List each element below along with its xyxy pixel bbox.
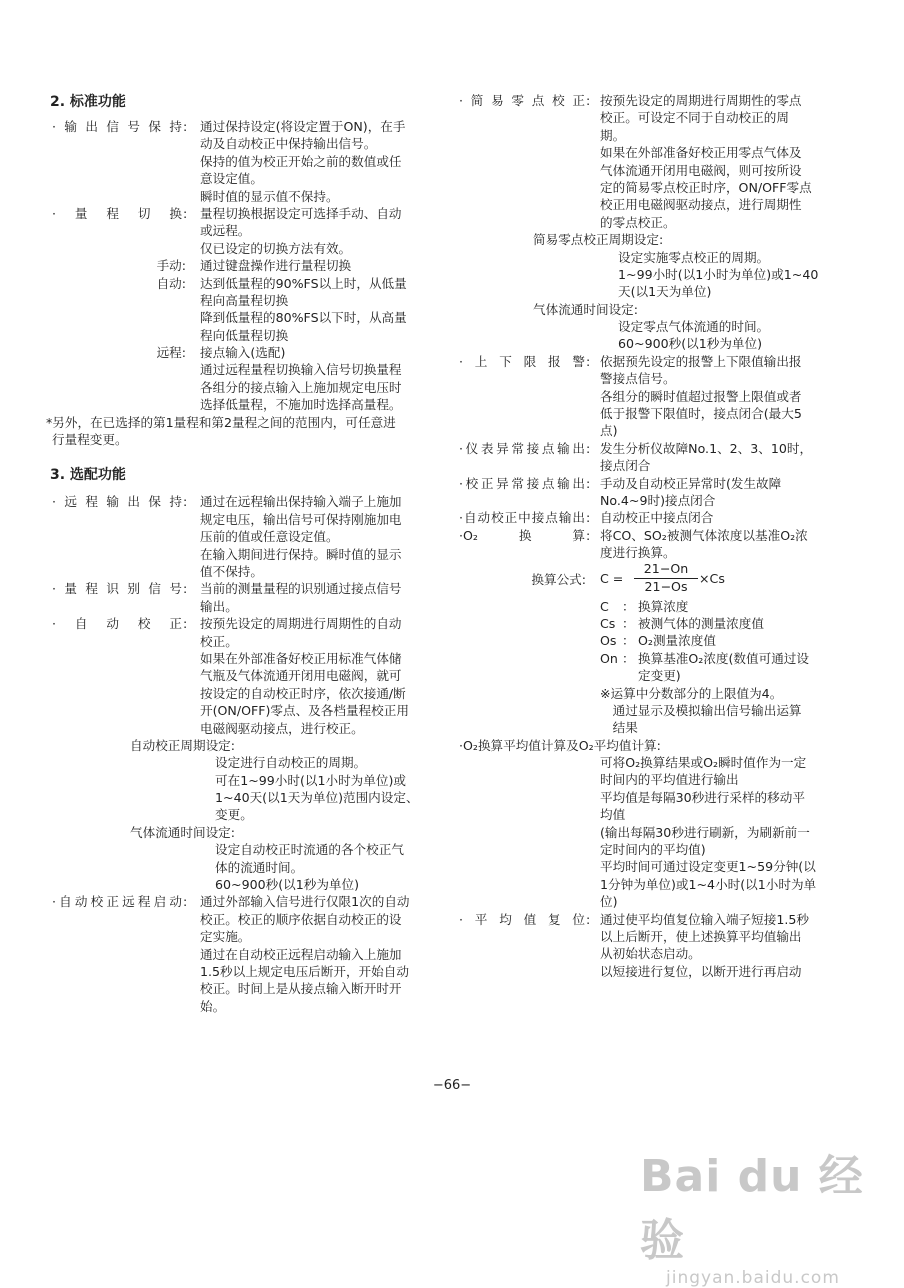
- definition-colon: ：: [622, 615, 635, 631]
- variable-symbol: [600, 667, 622, 684]
- text-line: 达到低量程的90%FS以上时，从低量: [200, 275, 407, 291]
- feature-description: [600, 754, 831, 911]
- text-line: 设定实施零点校正的周期。: [618, 249, 770, 265]
- text-line: 校正。校正的顺序依据自动校正的设: [200, 911, 402, 927]
- text-line: 定的简易零点校正时序，ON/OFF零点: [600, 179, 812, 195]
- label-colon: :: [586, 475, 591, 491]
- text-line: 通过远程量程切换输入信号切换量程: [200, 362, 402, 378]
- feature-entry: [459, 353, 831, 440]
- feature-label: ·远程输出保持: [52, 494, 182, 510]
- label-colon: :: [183, 494, 188, 510]
- variable-symbol: C: [600, 598, 609, 614]
- formula-denominator: 21−Os: [644, 578, 688, 594]
- text-line: 接点闭合: [600, 458, 651, 474]
- variable-meaning: 被测气体的测量浓度值: [638, 615, 764, 631]
- section-heading: 3. 选配功能: [50, 467, 126, 484]
- feature-entry-wide: [459, 737, 831, 911]
- text-line: 如果在外部准备好校正用零点气体及: [600, 145, 802, 161]
- feature-label: ·校正异常接点输出: [459, 475, 585, 491]
- definition-row: [600, 632, 831, 649]
- right-column: [459, 92, 831, 980]
- feature-label: ·自动校正中接点输出: [459, 510, 585, 526]
- feature-description: [200, 493, 424, 580]
- text-line: 定实施。: [200, 929, 251, 945]
- text-line: 低于报警下限值时，接点闭合(最大5: [600, 406, 802, 422]
- feature-label: ·简易零点校正: [459, 93, 585, 108]
- text-line: 选择低量程，不施加时选择高量程。: [200, 397, 402, 413]
- label-colon: :: [183, 119, 188, 134]
- text-line: 1.5秒以上规定电压后断开，开始自动: [200, 963, 409, 979]
- setting-description: [215, 754, 424, 824]
- text-line: 天(以1天为单位): [618, 284, 712, 300]
- label-colon: :: [183, 616, 188, 632]
- text-line: 1~40天(以1天为单位)范围内设定、: [215, 790, 419, 806]
- text-line: ※运算中分数部分的上限值为4。: [600, 685, 783, 701]
- text-line: 校正。时间上是从接点输入断开时开: [200, 981, 402, 997]
- page-number: −66−: [432, 1078, 472, 1093]
- setting-group: [52, 737, 424, 824]
- text-line: 各组分的接点输入上施加规定电压时: [200, 379, 402, 395]
- feature-label: ·仪表异常接点输出: [459, 440, 585, 456]
- text-line: 设定进行自动校正的周期。: [215, 755, 367, 771]
- feature-description: [200, 118, 424, 205]
- feature-label: ·自动校正: [52, 616, 182, 632]
- text-line: 从初始状态启动。: [600, 946, 701, 962]
- feature-description: [600, 911, 831, 981]
- text-line: 意设定值。: [200, 171, 263, 187]
- baidu-watermark: [640, 1140, 880, 1288]
- text-line: 接点输入(选配): [200, 345, 286, 361]
- text-line: *另外，在已选择的第1量程和第2量程之间的范围内，可任意进: [46, 414, 396, 430]
- setting-description: [618, 318, 831, 353]
- text-line: 保持的值为校正开始之前的数值或任: [200, 153, 402, 169]
- sub-description: [200, 344, 424, 414]
- text-line: 气体流通开闭用电磁阀，则可按所设: [600, 162, 802, 178]
- definition-colon: ：: [622, 650, 635, 666]
- text-line: 程向低量程切换: [200, 327, 289, 343]
- text-line: 位): [600, 894, 618, 910]
- text-line: 校正。: [200, 633, 238, 649]
- feature-label: ·O₂换算平均值计算及O₂平均值计算:: [459, 737, 661, 753]
- variable-symbol: On: [600, 650, 618, 666]
- sub-label: 自动:: [156, 275, 186, 291]
- text-line: 设定自动校正时流通的各个校正气: [215, 842, 404, 858]
- text-line: 输出。: [200, 598, 238, 614]
- feature-entry: [52, 493, 424, 580]
- footnote: [46, 414, 424, 449]
- text-line: 时间内的平均值进行输出: [600, 772, 739, 788]
- feature-description: [200, 893, 424, 1015]
- label-colon: :: [183, 894, 188, 910]
- text-line: 手动及自动校正异常时(发生故障: [600, 475, 782, 491]
- sub-description: [200, 275, 424, 345]
- text-line: 通过在自动校正远程启动输入上施加: [200, 946, 402, 962]
- feature-description: [600, 475, 831, 510]
- text-line: 60~900秒(以1秒为单位): [618, 336, 763, 352]
- text-line: 通过键盘操作进行量程切换: [200, 258, 352, 274]
- setting-label: 简易零点校正周期设定:: [533, 232, 664, 248]
- text-line: 可将O₂换算结果或O₂瞬时值作为一定: [600, 755, 807, 771]
- text-line: 程向高量程切换: [200, 292, 289, 308]
- text-line: 自动校正中接点闭合: [600, 510, 714, 526]
- formula-label: 换算公式:: [531, 571, 586, 587]
- feature-description: [600, 527, 831, 562]
- text-line: 通过外部输入信号进行仅限1次的自动: [200, 894, 410, 910]
- feature-entry: [52, 118, 424, 205]
- variable-meaning: 换算浓度: [638, 598, 689, 614]
- feature-description: [200, 580, 424, 615]
- feature-description: [600, 353, 831, 440]
- text-line: 度进行换算。: [600, 545, 676, 561]
- label-colon: :: [586, 353, 591, 369]
- formula-multiplier: ×Cs: [699, 570, 725, 586]
- setting-description: [215, 841, 424, 893]
- setting-group: [459, 231, 831, 301]
- setting-group: [459, 301, 831, 353]
- text-line: 体的流通时间。: [215, 859, 304, 875]
- remark: [600, 685, 831, 737]
- feature-entry: [459, 509, 831, 526]
- text-line: 校正。可设定不同于自动校正的周: [600, 110, 789, 126]
- text-line: 开(ON/OFF)零点、及各档量程校正用: [200, 703, 409, 719]
- text-line: 或远程。: [200, 223, 251, 239]
- sub-label: 手动:: [156, 258, 186, 274]
- text-line: 通过显示及模拟输出信号输出运算: [612, 702, 802, 718]
- text-line: 按设定的自动校正时序，依次接通/断: [200, 685, 406, 701]
- text-line: 发生分析仪故障No.1、2、3、10时，: [600, 440, 813, 456]
- text-line: 行量程变更。: [52, 432, 128, 448]
- text-line: 值不保持。: [200, 563, 263, 579]
- text-line: 结果: [612, 720, 638, 736]
- text-line: 量程切换根据设定可选择手动、自动: [200, 205, 402, 221]
- feature-description: [600, 92, 831, 231]
- text-line: 依据预先设定的报警上下限值输出报: [600, 353, 802, 369]
- text-line: 通过在远程输出保持输入端子上施加: [200, 494, 402, 510]
- feature-label: ·平均值复位: [459, 911, 585, 927]
- text-line: 1~99小时(以1小时为单位)或1~40: [618, 266, 819, 282]
- sub-description: [200, 257, 424, 274]
- text-line: 动及自动校正中保持输出信号。: [200, 136, 377, 152]
- feature-label: ·输出信号保持: [52, 119, 182, 134]
- text-line: 以短接进行复位，以断开进行再启动: [600, 963, 802, 979]
- text-line: 定时间内的平均值): [600, 842, 706, 858]
- setting-label: 自动校正周期设定:: [130, 737, 235, 753]
- text-line: 气瓶及气体流通开闭用电磁阀，就可: [200, 668, 402, 684]
- text-line: 校正用电磁阀驱动接点，进行周期性: [600, 197, 802, 213]
- formula-lhs: C =: [600, 570, 624, 586]
- text-line: (输出每隔30秒进行刷新，为刷新前一: [600, 824, 810, 840]
- formula-numerator: 21−On: [643, 560, 689, 576]
- feature-description: [600, 440, 831, 475]
- text-line: 按预先设定的周期进行周期性的零点: [600, 93, 802, 108]
- text-line: 的零点校正。: [600, 214, 676, 230]
- text-line: 按预先设定的周期进行周期性的自动: [200, 616, 402, 632]
- feature-description: [600, 509, 831, 526]
- text-line: 通过使平均值复位输入端子短接1.5秒: [600, 911, 809, 927]
- label-colon: :: [183, 205, 188, 221]
- text-line: 平均时间可通过设定变更1~59分钟(以: [600, 859, 816, 875]
- text-line: 仅已设定的切换方法有效。: [200, 240, 352, 256]
- left-column: [46, 92, 424, 1015]
- feature-entry: [52, 580, 424, 615]
- label-colon: :: [586, 911, 591, 927]
- setting-label: 气体流通时间设定:: [533, 301, 638, 317]
- feature-entry: [459, 440, 831, 475]
- feature-label: ·量程识别信号: [52, 581, 182, 597]
- label-colon: :: [586, 93, 591, 108]
- text-line: 以上后断开，使上述换算平均值输出: [600, 928, 802, 944]
- sub-label: 远程:: [156, 345, 186, 361]
- feature-entry: [459, 92, 831, 231]
- definition-colon: ：: [622, 633, 635, 649]
- feature-description: [200, 615, 424, 737]
- feature-entry: [459, 475, 831, 510]
- text-line: 电磁阀驱动接点，进行校正。: [200, 720, 364, 736]
- variable-meaning: 定变更): [638, 668, 681, 684]
- text-line: 1分钟为单位)或1~4小时(以1小时为单: [600, 876, 817, 892]
- text-line: 通过保持设定(将设定置于ON)，在手: [200, 119, 406, 134]
- feature-description: [200, 205, 424, 257]
- definition-row: [600, 650, 831, 667]
- definition-colon: ：: [622, 598, 635, 614]
- text-line: 点): [600, 423, 618, 439]
- text-line: 变更。: [215, 807, 253, 823]
- text-line: No.4~9时)接点闭合: [600, 492, 716, 508]
- text-line: 将CO、SO₂被测气体浓度以基准O₂浓: [600, 527, 808, 543]
- variable-meaning: O₂测量浓度值: [638, 633, 716, 649]
- text-line: 期。: [600, 127, 626, 143]
- watermark-brand: Bai du 经验: [640, 1151, 864, 1266]
- label-colon: :: [586, 510, 591, 526]
- label-colon: :: [586, 527, 591, 543]
- feature-entry: [459, 527, 831, 562]
- label-colon: :: [586, 440, 591, 456]
- feature-label: ·上下限报警: [459, 353, 585, 369]
- sub-entry: [52, 344, 424, 414]
- label-colon: :: [183, 581, 188, 597]
- text-line: 在输入期间进行保持。瞬时值的显示: [200, 546, 402, 562]
- text-line: 瞬时值的显示值不保持。: [200, 188, 339, 204]
- sub-entry: [52, 275, 424, 345]
- watermark-url: jingyan.baidu.com: [666, 1268, 840, 1288]
- variable-symbol: Cs: [600, 615, 616, 631]
- text-line: 压前的值或任意设定值。: [200, 529, 339, 545]
- feature-entry: [52, 615, 424, 737]
- section-heading: 2. 标准功能: [50, 94, 126, 110]
- text-line: 可在1~99小时(以1小时为单位)或: [215, 772, 406, 788]
- text-line: 如果在外部准备好校正用标准气体储: [200, 650, 402, 666]
- definition-row: [600, 667, 831, 684]
- text-line: 各组分的瞬时值超过报警上限值或者: [600, 388, 802, 404]
- variable-symbol: Os: [600, 633, 617, 649]
- conversion-formula: [459, 562, 831, 596]
- definition-colon: [622, 667, 638, 684]
- setting-description: [618, 249, 831, 301]
- feature-entry: [52, 205, 424, 257]
- text-line: 当前的测量量程的识别通过接点信号: [200, 581, 402, 597]
- text-line: 降到低量程的80%FS以下时，从高量: [200, 310, 407, 326]
- text-line: 均值: [600, 807, 626, 823]
- text-line: 警接点信号。: [600, 371, 676, 387]
- text-line: 始。: [200, 998, 226, 1014]
- text-line: 设定零点气体流通的时间。: [618, 319, 770, 335]
- setting-label: 气体流通时间设定:: [130, 824, 235, 840]
- feature-label: ·自动校正远程启动: [52, 894, 182, 910]
- feature-label: ·量程切换: [52, 205, 182, 221]
- definition-row: [600, 598, 831, 615]
- feature-entry: [459, 911, 831, 981]
- feature-entry: [52, 893, 424, 1015]
- setting-group: [52, 824, 424, 894]
- text-line: 规定电压，输出信号可保持刚施加电: [200, 511, 402, 527]
- text-line: 平均值是每隔30秒进行采样的移动平: [600, 789, 805, 805]
- variable-definitions: [600, 598, 831, 685]
- variable-meaning: 换算基准O₂浓度(数值可通过设: [638, 650, 809, 666]
- sub-entry: [52, 257, 424, 274]
- definition-row: [600, 615, 831, 632]
- text-line: 60~900秒(以1秒为单位): [215, 877, 360, 893]
- feature-label: ·O₂换算: [459, 527, 585, 543]
